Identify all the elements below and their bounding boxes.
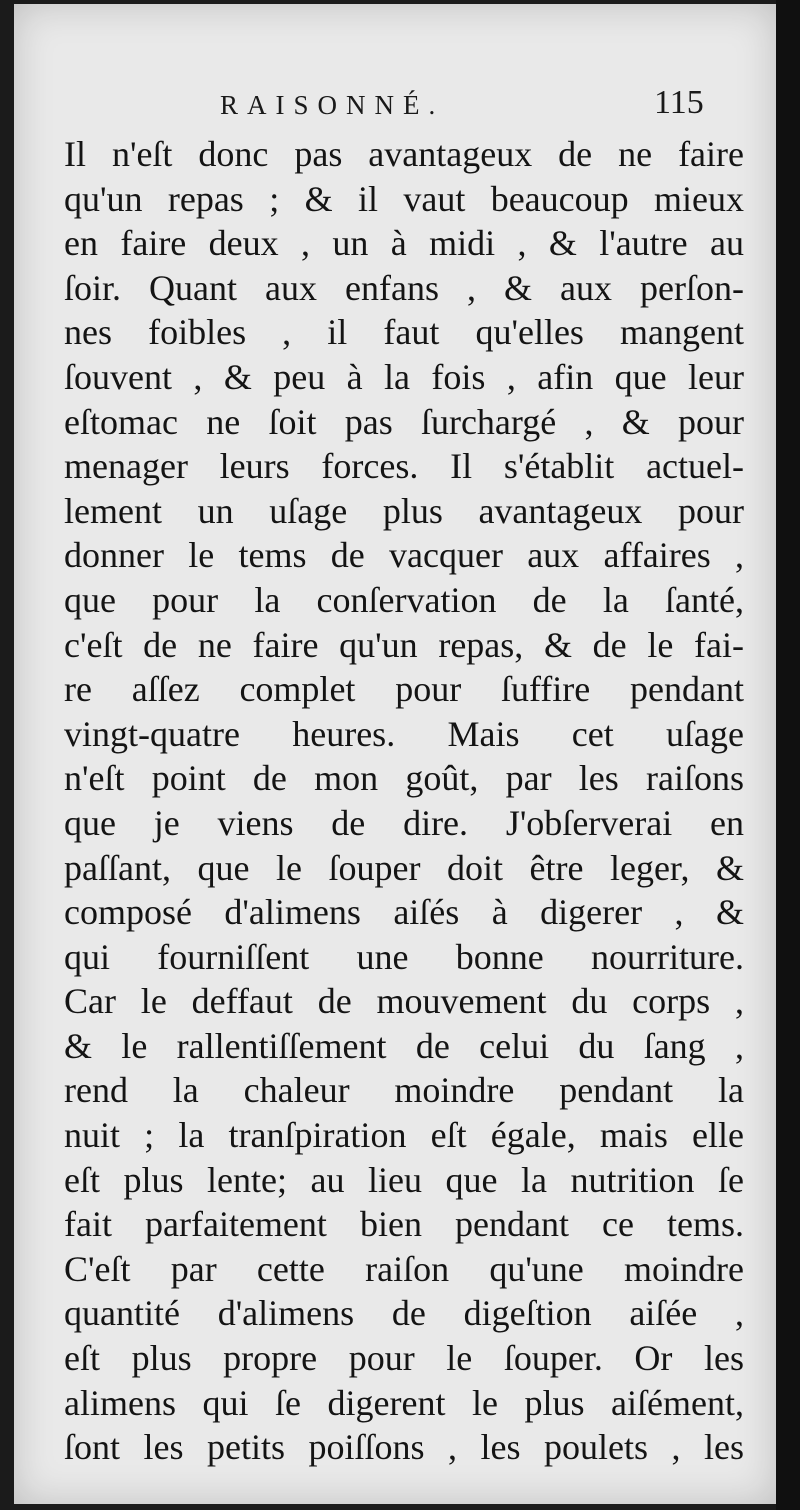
text-line: re aſſez complet pour ſuffire pendant xyxy=(64,669,744,710)
text-line: c'eſt de ne faire qu'un repas, & de le fai- xyxy=(64,624,744,665)
text-line: & le rallentiſſement de celui du ſang , xyxy=(64,1025,744,1066)
text-line: quantité d'alimens de digeſtion aiſée , xyxy=(64,1293,744,1334)
text-line: n'eſt point de mon goût, par les raiſons xyxy=(64,758,744,799)
text-line: que je viens de dire. J'obſerverai en xyxy=(64,802,744,843)
running-head-title: RAISONNÉ. xyxy=(220,90,445,120)
text-line: ſouvent , & peu à la fois , afin que leur xyxy=(64,356,744,397)
text-line: donner le tems de vacquer aux affaires , xyxy=(64,535,744,576)
text-line: rend la chaleur moindre pendant la xyxy=(64,1070,744,1111)
text-line: nuit ; la tranſpiration eſt égale, mais elle xyxy=(64,1115,744,1156)
text-line: fait parfaitement bien pendant ce tems. xyxy=(64,1204,744,1245)
text-line: qui fourniſſent une bonne nourriture. xyxy=(64,936,744,977)
text-line: nes foibles , il faut qu'elles mangent xyxy=(64,312,744,353)
text-line: qu'un repas ; & il vaut beaucoup mieux xyxy=(64,178,744,219)
text-line: menager leurs forces. Il s'établit actuel- xyxy=(64,446,744,487)
text-line: lement un uſage plus avantageux pour xyxy=(64,490,744,531)
text-line: paſſant, que le ſouper doit être leger, & xyxy=(64,847,744,888)
text-line: ſoir. Quant aux enfans , & aux perſon- xyxy=(64,267,744,308)
text-line: composé d'alimens aiſés à digerer , & xyxy=(64,892,744,933)
page-number: 115 xyxy=(654,84,704,121)
running-head xyxy=(14,84,776,130)
text-line: Car le deffaut de mouvement du corps , xyxy=(64,981,744,1022)
body-text xyxy=(64,132,744,1470)
text-line: C'eſt par cette raiſon qu'une moindre xyxy=(64,1248,744,1289)
text-line: vingt-quatre heures. Mais cet uſage xyxy=(64,713,744,754)
book-page xyxy=(14,4,776,1504)
text-line: en faire deux , un à midi , & l'autre au xyxy=(64,223,744,264)
text-line: que pour la conſervation de la ſanté, xyxy=(64,579,744,620)
text-line: ſont les petits poiſſons , les poulets , les xyxy=(64,1427,744,1468)
text-line: Il n'eſt donc pas avantageux de ne faire xyxy=(64,134,744,174)
text-line: eſt plus lente; au lieu que la nutrition ſe xyxy=(64,1159,744,1200)
text-line: eſtomac ne ſoit pas ſurchargé , & pour xyxy=(64,401,744,442)
text-line: alimens qui ſe digerent le plus aiſément, xyxy=(64,1382,744,1423)
text-line: eſt plus propre pour le ſouper. Or les xyxy=(64,1338,744,1379)
page-edge-shadow xyxy=(776,0,800,1510)
